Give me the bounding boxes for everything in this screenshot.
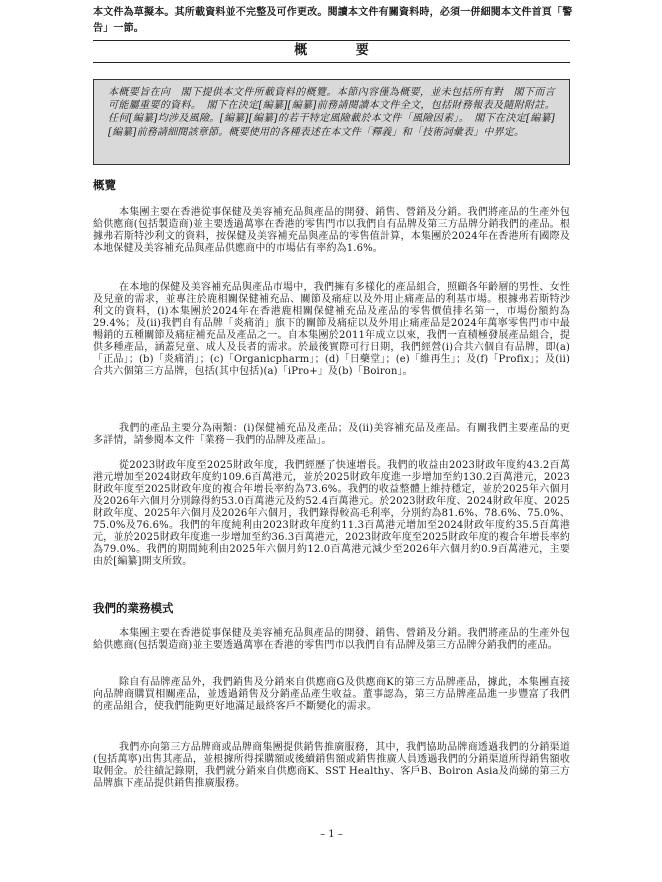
draft-disclaimer: 本文件為草擬本。其所載資料並不完整及可作更改。閱讀本文件有關資料時，必須一併細閱本文件首頁「警告」一節。 (93, 7, 573, 34)
section-heading-overview: 概覽 (93, 178, 116, 192)
business-model-paragraph-1: 本集團主要在香港從事保健及美容補充品與產品的開發、銷售、營銷及分銷。我們將產品的生產外包給供應商(包括製造商)並主要透過萬寧在香港的零售門市以我們自有品牌及第三方品牌分銷我們的產品。 (93, 628, 570, 651)
page-number: – 1 – (320, 829, 343, 840)
title-bottom-rule (93, 62, 570, 63)
summary-notice-box: 本概要旨在向 閣下提供本文件所載資料的概覽。本節內容僅為概要，並未包括所有對 閣下而言可能屬重要的資料。 閣下在決定[編纂][編纂]前務請閱讀本文件全文，包括財務報表及隨附附註。任何[編纂]均涉及風險。[編纂][編纂]的若干特定風險載於本文件「風險因素」。 閣下在決定[編纂][編纂]前務請細閱該章節。概要使用的各種表述在本文件「釋義」和「技術詞彙表」中界定。 (93, 79, 570, 165)
overview-paragraph-1: 本集團主要在香港從事保健及美容補充品與產品的開發、銷售、營銷及分銷。我們將產品的生產外包給供應商(包括製造商)並主要透過萬寧在香港的零售門市以我們自有品牌及第三方品牌分銷我們的產品。根據弗若斯特沙利文的資料，按保健及美容補充品與產品的零售值計算，本集團於2024年在香港所有國際及本地保健及美容補充品與產品供應商中的市場佔有率約為1.6%。 (93, 207, 570, 254)
business-model-paragraph-3: 我們亦向第三方品牌商或品牌商集團提供銷售推廣服務，其中，我們協助品牌商透過我們的分銷渠道(包括萬寧)出售其產品，並根據所得採購額或後續銷售額或銷售推廣人員透過我們的分銷渠道所得銷售額收取佣金。於往績記錄期，我們就分銷來自供應商K、SST Healthy、客戶B、Boiron Asia及尚綈的第三方品牌旗下產品提供銷售推廣服務。 (93, 742, 570, 789)
section-heading-business-model: 我們的業務模式 (93, 601, 174, 615)
overview-paragraph-3: 我們的產品主要分為兩類：(i)保健補充品及產品；及(ii)美容補充品及產品。有關我們主要產品的更多詳情，請參閱本文件「業務－我們的品牌及產品」。 (93, 423, 570, 446)
business-model-paragraph-2: 除自有品牌產品外，我們銷售及分銷來自供應商G及供應商K的第三方品牌產品，據此，本集團直接向品牌商購買相關產品，並透過銷售及分銷產品產生收益。董事認為，第三方品牌產品進一步豐富了我們的產品組合，使我們能夠更好地滿足最終客戶不斷變化的需求。 (93, 677, 570, 712)
title-top-rule (93, 40, 570, 41)
page-title: 概 要 (294, 43, 391, 58)
overview-paragraph-4: 從2023財政年度至2025財政年度，我們經歷了快速增長。我們的收益由2023財政年度約43.2百萬港元增加至2024財政年度約109.6百萬港元，並於2025財政年度進一步增加至約130.2百萬港元，2023財政年度至2025財政年度的複合年增長率約為73.6%。我們的收益整體上維持穩定，並於2025年六個月及2026年六個月分別錄得約53.0百萬港元及約52.4百萬港元。於2023財政年度、2024財政年度、2025財政年度、2025年六個月及2026年六個月，我們錄得較高毛利率，分別約為81.6%、78.6%、75.0%、75.0%及76.6%。我們的年度純利由2023財政年度約11.3百萬港元增加至2024財政年度約35.5百萬港元，並於2025財政年度進一步增加至約36.3百萬港元，2023財政年度至2025財政年度的複合年增長率約為79.0%。我們的期間純利由2025年六個月約12.0百萬港元減少至2026年六個月約0.9百萬港元，主要由於[編纂]開支所致。 (93, 460, 570, 567)
overview-paragraph-2: 在本地的保健及美容補充品與產品市場中，我們擁有多樣化的產品組合，照顧各年齡層的男性、女性及兒童的需求，並專注於鹿相關保健補充品、關節及痛症以及外用止痛產品的利基市場。根據弗若斯特沙利文的資料，(i)本集團於2024年在香港鹿相關保健補充品及產品的零售價值排名第一，市場份額約為29.4%；及(ii)我們自有品牌「炎痛消」旗下的關節及痛症以及外用止痛產品是2024年萬寧零售門市中最暢銷的五種關節及痛症補充品及產品之一。自本集團於2011年成立以來，我們一直積極發展產品組合，提供多種產品，涵蓋兒童、成人及長者的需求。於最後實際可行日期，我們經營(i)合共六個自有品牌，即(a)「正品」；(b)「炎痛消」；(c)「Organicpharm」；(d)「日藥堂」；(e)「維再生」；及(f)「Profix」；及(ii)合共六個第三方品牌，包括(其中包括)(a)「iPro+」及(b)「Boiron」。 (93, 282, 570, 377)
